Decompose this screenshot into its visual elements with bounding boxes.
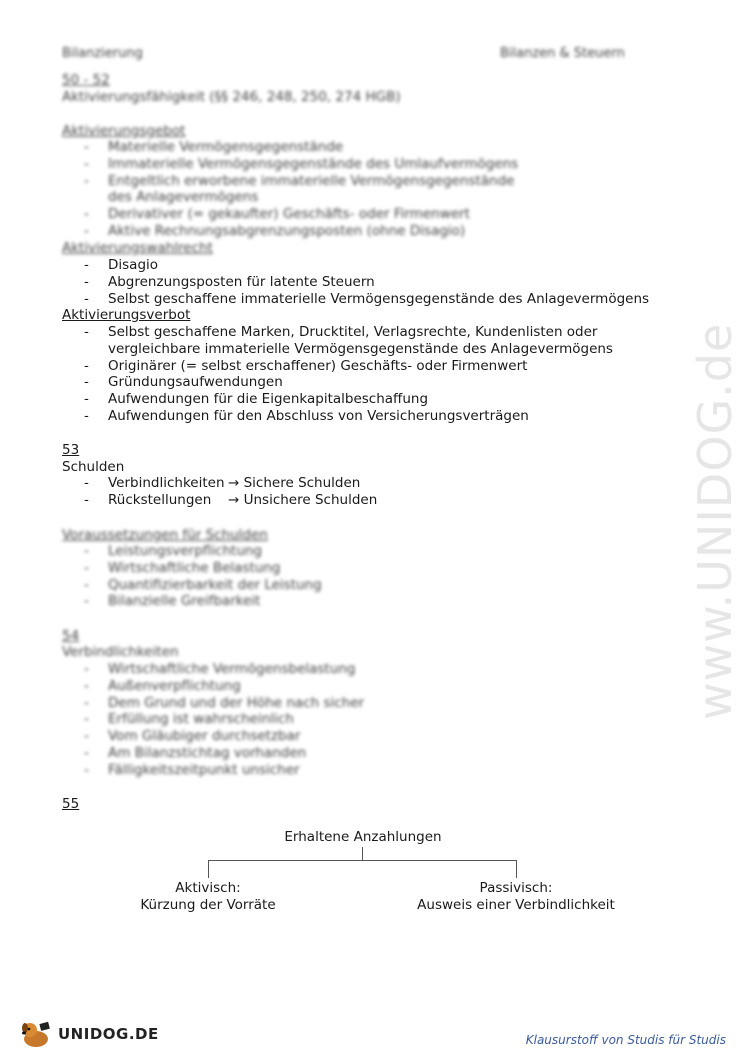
- logo-text: UNIDOG.DE: [58, 1025, 159, 1043]
- dog-icon: [20, 1019, 54, 1049]
- list-item: - Selbst geschaffene immaterielle Vermögensgegenstände des Anlagevermögens: [84, 291, 649, 308]
- list-item: - Dem Grund und der Höhe nach sicher: [84, 695, 364, 712]
- section-title-verbindlichkeiten: Verbindlichkeiten: [62, 644, 179, 660]
- diagram-connector: [516, 860, 517, 878]
- list-item: - Aufwendungen für die Eigenkapitalbeschaffung: [84, 391, 613, 408]
- diagram-node-passivisch: [396, 880, 636, 914]
- list-item: - Materielle Vermögensgegenstände: [84, 139, 518, 156]
- list-item: - Vom Gläubiger durchsetzbar: [84, 728, 364, 745]
- diagram-root-label: Erhaltene Anzahlungen: [284, 829, 442, 845]
- list-schulden: [84, 475, 377, 509]
- section-title-aktivierungsfaehigkeit: Aktivierungsfähigkeit (§§ 246, 248, 250, 274 HGB): [62, 89, 401, 105]
- list-item: - Entgeltlich erworbene immaterielle Vermögensgegenstände: [84, 173, 518, 190]
- list-item: - Fälligkeitszeitpunkt unsicher: [84, 762, 364, 779]
- list-item: - Aktive Rechnungsabgrenzungsposten (ohne Disagio): [84, 223, 518, 240]
- list-item: - Quantifizierbarkeit der Leistung: [84, 577, 322, 594]
- list-item: [84, 492, 377, 509]
- list-item: - Erfüllung ist wahrscheinlich: [84, 711, 364, 728]
- list-item: [84, 475, 377, 492]
- list-item: - Gründungsaufwendungen: [84, 374, 613, 391]
- list-item: - Immaterielle Vermögensgegenstände des Umlaufvermögens: [84, 156, 518, 173]
- diagram-connector: [208, 860, 517, 861]
- schulden-type: Rückstellungen: [108, 491, 212, 508]
- list-item: - Leistungsverpflichtung: [84, 543, 322, 560]
- footer-tagline: Klausurstoff von Studis für Studis: [525, 1033, 726, 1047]
- list-item: - Disagio: [84, 257, 649, 274]
- heading-aktivierungsgebot: Aktivierungsgebot: [62, 123, 186, 139]
- arrow-right-icon: →: [228, 491, 240, 508]
- list-voraussetzungen: [84, 543, 322, 610]
- diagram-node-title: Passivisch:: [479, 880, 553, 896]
- section-number-54: 54: [62, 628, 80, 644]
- list-verbindlichkeiten: [84, 661, 364, 779]
- watermark: www.UNIDOG.de: [688, 322, 742, 720]
- heading-aktivierungsverbot: Aktivierungsverbot: [62, 307, 191, 323]
- section-number-50-52: 50 - 52: [62, 72, 110, 88]
- diagram-node-title: Aktivisch:: [175, 880, 241, 896]
- list-item: - Bilanzielle Greifbarkeit: [84, 593, 322, 610]
- list-item: - Abgrenzungsposten für latente Steuern: [84, 274, 649, 291]
- arrow-right-icon: →: [228, 475, 240, 491]
- list-item: - Selbst geschaffene Marken, Drucktitel, Verlagsrechte, Kundenlisten oder: [84, 324, 613, 341]
- section-number-55: 55: [62, 796, 80, 812]
- heading-aktivierungswahlrecht: Aktivierungswahlrecht: [62, 240, 213, 256]
- diagram-node-text: Ausweis einer Verbindlichkeit: [417, 897, 615, 913]
- list-item: des Anlagevermögens: [108, 189, 259, 206]
- schulden-category: Sichere Schulden: [243, 475, 361, 491]
- section-number-53: 53: [62, 442, 80, 458]
- header-right: Bilanzen & Steuern: [500, 46, 625, 61]
- list-item: - Außenverpflichtung: [84, 678, 364, 695]
- list-item: - Wirtschaftliche Vermögensbelastung: [84, 661, 364, 678]
- diagram-node-text: Kürzung der Vorräte: [140, 897, 276, 913]
- list-item: - Derivativer (= gekaufter) Geschäfts- oder Firmenwert: [84, 206, 518, 223]
- list-item: - Originärer (= selbst erschaffener) Geschäfts- oder Firmenwert: [84, 358, 613, 375]
- list-item: - Wirtschaftliche Belastung: [84, 560, 322, 577]
- diagram-connector: [208, 860, 209, 878]
- list-item: - Am Bilanzstichtag vorhanden: [84, 745, 364, 762]
- list-aktivierungswahlrecht: [84, 257, 649, 307]
- section-title-schulden: Schulden: [62, 459, 125, 475]
- schulden-type: Verbindlichkeiten: [108, 475, 225, 491]
- unidog-logo: [20, 1019, 159, 1049]
- list-aktivierungsverbot: [84, 324, 613, 425]
- diagram-connector: [362, 847, 363, 861]
- schulden-category: Unsichere Schulden: [243, 491, 378, 508]
- diagram-node-aktivisch: [108, 880, 308, 914]
- list-aktivierungsgebot: [84, 139, 518, 240]
- list-item: vergleichbare immaterielle Vermögensgegenstände des Anlagevermögens: [108, 340, 613, 357]
- header-left: Bilanzierung: [62, 46, 143, 61]
- heading-voraussetzungen: Voraussetzungen für Schulden: [62, 527, 268, 543]
- list-item: - Aufwendungen für den Abschluss von Versicherungsverträgen: [84, 408, 613, 425]
